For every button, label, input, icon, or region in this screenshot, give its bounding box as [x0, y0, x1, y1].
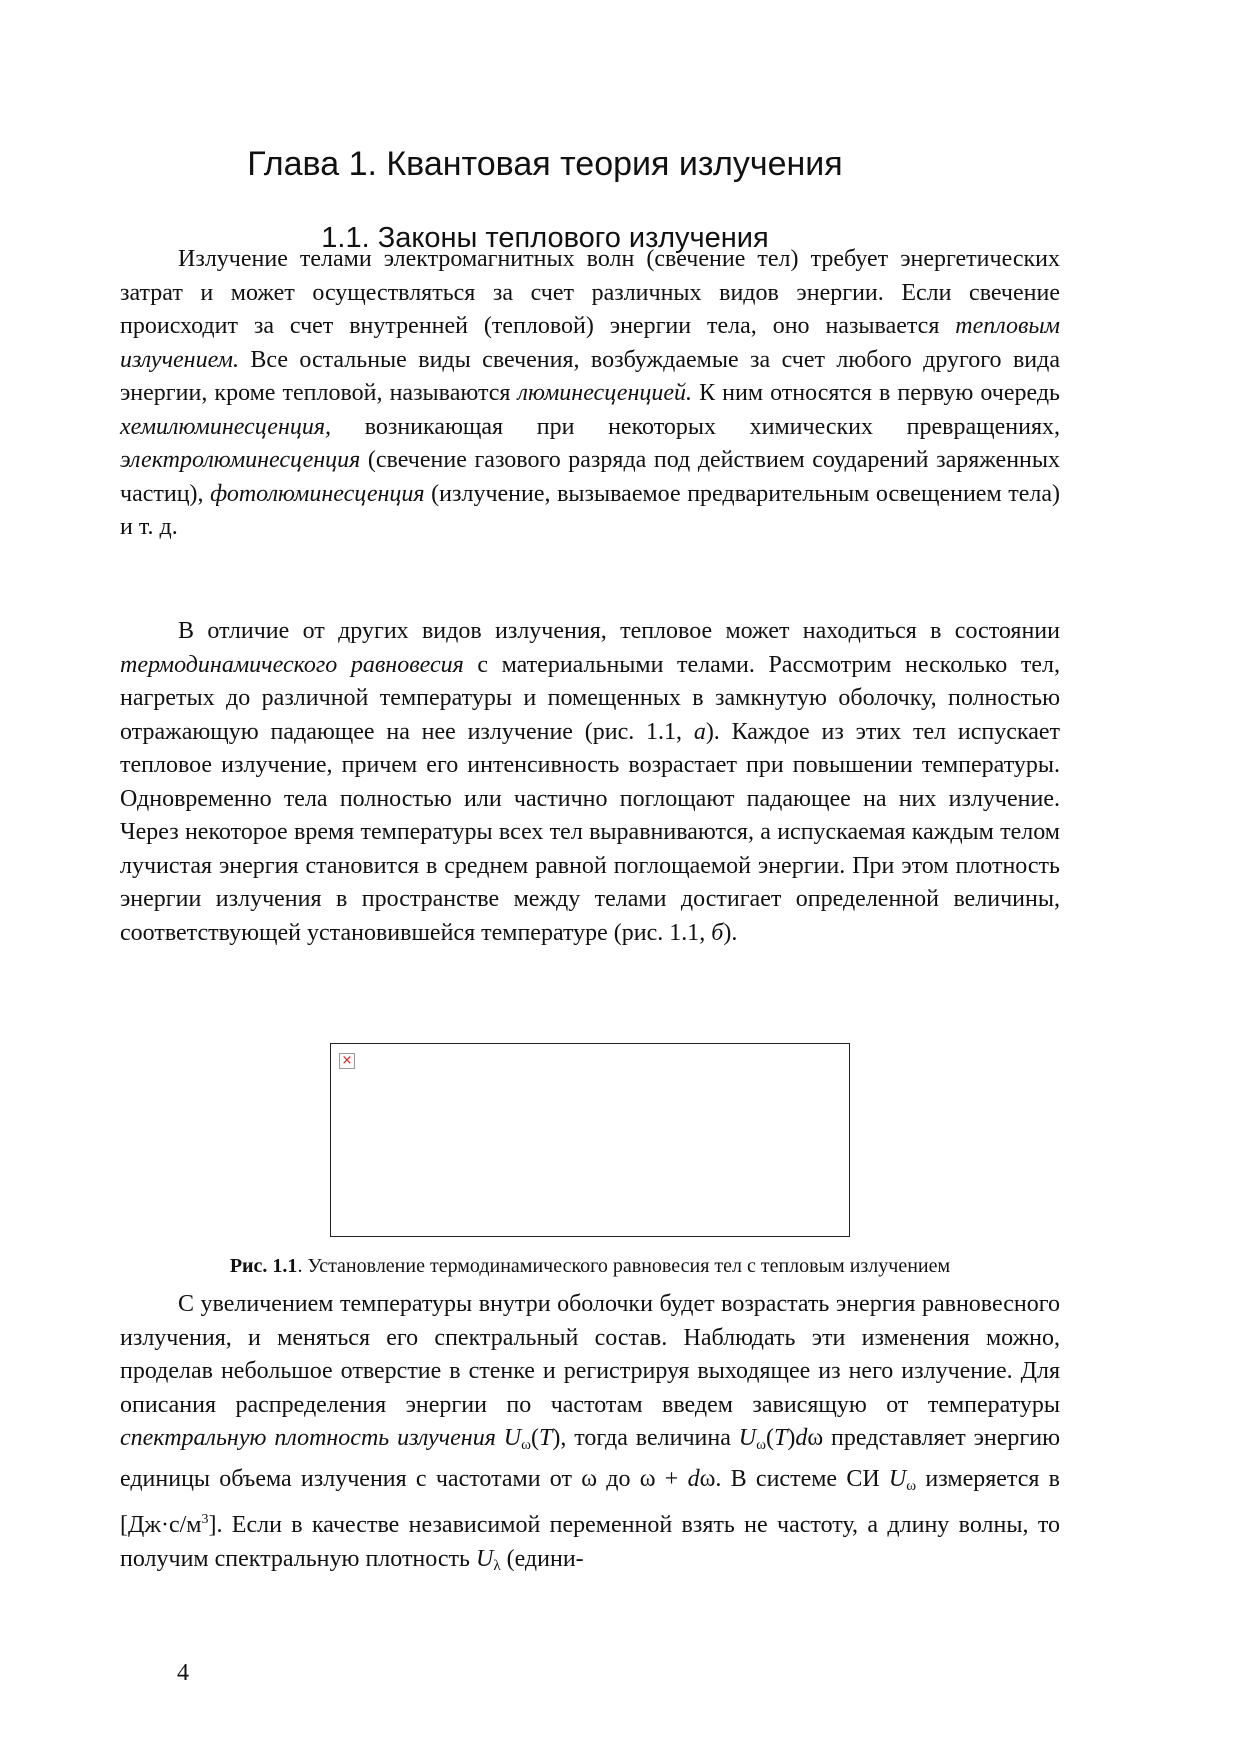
- text-run: ω. В системе СИ: [699, 1465, 889, 1492]
- text-run: [496, 1425, 504, 1451]
- symbol-u: U: [738, 1425, 757, 1451]
- subscript-omega: ω: [756, 1437, 766, 1453]
- symbol-d: d: [795, 1425, 808, 1451]
- subscript-lambda: λ: [493, 1557, 501, 1574]
- subscript-omega: ω: [906, 1477, 917, 1494]
- broken-image-icon: ×: [339, 1053, 355, 1069]
- term-photoluminescence: фотолюминесценция: [210, 480, 425, 507]
- text-run: (: [530, 1425, 539, 1451]
- text-run: (: [766, 1425, 774, 1451]
- chapter-title: Глава 1. Квантовая теория излучения: [247, 145, 843, 183]
- term-spectral-density: спектральную плотность излучения: [120, 1425, 496, 1451]
- text-run: с материальными телами. Рассмотрим несколько тел, нагретых до различной температуры и помещенных в замкнутую оболочку, полностью отражающую падающее на нее излучение (рис. 1.1,: [120, 651, 1060, 745]
- text-run: (свечение газового разряда под действием соударений заряженных частиц),: [120, 447, 1060, 507]
- subscript-omega: ω: [521, 1437, 531, 1453]
- text-run: ]. Если в качестве независимой переменной взять не частоту, а длину волны, то получим спектральную плотность: [120, 1512, 1060, 1572]
- figure-ref-a: а: [693, 718, 706, 745]
- term-luminescence: люминесценцией.: [517, 380, 693, 406]
- text-run: ): [787, 1425, 796, 1451]
- symbol-t: T: [774, 1425, 788, 1451]
- paragraph-3: [120, 1288, 1060, 1583]
- term-chemiluminescence: хемилюминесценция,: [120, 413, 332, 440]
- text-run: возникающая при некоторых химических превращениях,: [331, 413, 1060, 440]
- text-run: В отличие от других видов излучения, тепловое может находиться в состоянии: [178, 618, 1060, 644]
- paragraph-1: [120, 243, 1060, 545]
- text-run: Излучение телами электромагнитных волн (свечение тел) требует энергетических затрат и может осуществляться за счет различных видов энергии. Если свечение происходит за счет внутренней (тепловой) энергии тела, оно называется: [120, 246, 1060, 339]
- symbol-u: U: [888, 1465, 907, 1492]
- text-run: С увеличением температуры внутри оболочки будет возрастать энергия равновесного излучения, и меняться его спектральный состав. Наблюдать эти изменения можно, проделав небольшое отверстие в стенке и регистрируя выходящее из него излучение. Для описания распределения энергии по частотам введем зависящую от температуры: [120, 1291, 1060, 1418]
- paragraph-2: [120, 615, 1060, 950]
- text-run: К ним относятся в первую очередь: [692, 380, 1060, 406]
- text-run: измеряется в [Дж·с/м: [120, 1465, 1060, 1538]
- symbol-d: d: [687, 1465, 700, 1492]
- page-number: 4: [177, 1660, 189, 1686]
- figure-caption: [0, 1255, 1180, 1278]
- superscript-3: 3: [201, 1512, 209, 1527]
- text-run: ω представляет энергию единицы объема излучения с частотами от ω до ω +: [120, 1425, 1061, 1492]
- figure-1-1-placeholder: [330, 1043, 850, 1237]
- text-run: ), тогда величина: [552, 1425, 739, 1451]
- term-electroluminescence: электролюминесценция: [120, 447, 361, 473]
- text-run: ). Каждое из этих тел испускает тепловое излучение, причем его интенсивность возрастает при повышении температуры. Одновременно тела полностью или частично поглощают падающее на них излучение. Через некоторое время температуры всех тел выравниваются, а испускаемая каждым телом лучистая энергия становится в среднем равной поглощаемой энергии. При этом плотность энергии излучения в пространстве между телами достигает определенной величины, соответствующей установившейся температуре (рис. 1.1,: [120, 718, 1061, 946]
- text-run: (излучение, вызываемое предварительным освещением тела) и т. д.: [120, 480, 1060, 540]
- caption-label: Рис. 1.1: [229, 1255, 298, 1277]
- text-run: ).: [723, 919, 738, 946]
- text-run: (едини-: [500, 1545, 584, 1572]
- caption-text: . Установление термодинамического равновесия тел с тепловым излучением: [297, 1255, 951, 1277]
- symbol-u: U: [475, 1545, 494, 1572]
- term-thermal-radiation: тепловым излучением.: [120, 313, 1060, 373]
- term-thermodynamic-equilibrium: термодинамического равновесия: [120, 651, 464, 678]
- symbol-u: U: [503, 1425, 522, 1451]
- section-title: 1.1. Законы теплового излучения: [321, 222, 769, 254]
- figure-ref-b: б: [711, 919, 724, 946]
- symbol-t: T: [538, 1425, 553, 1451]
- text-run: Все остальные виды свечения, возбуждаемые за счет любого другого вида энергии, кроме тепловой, называются: [120, 346, 1060, 406]
